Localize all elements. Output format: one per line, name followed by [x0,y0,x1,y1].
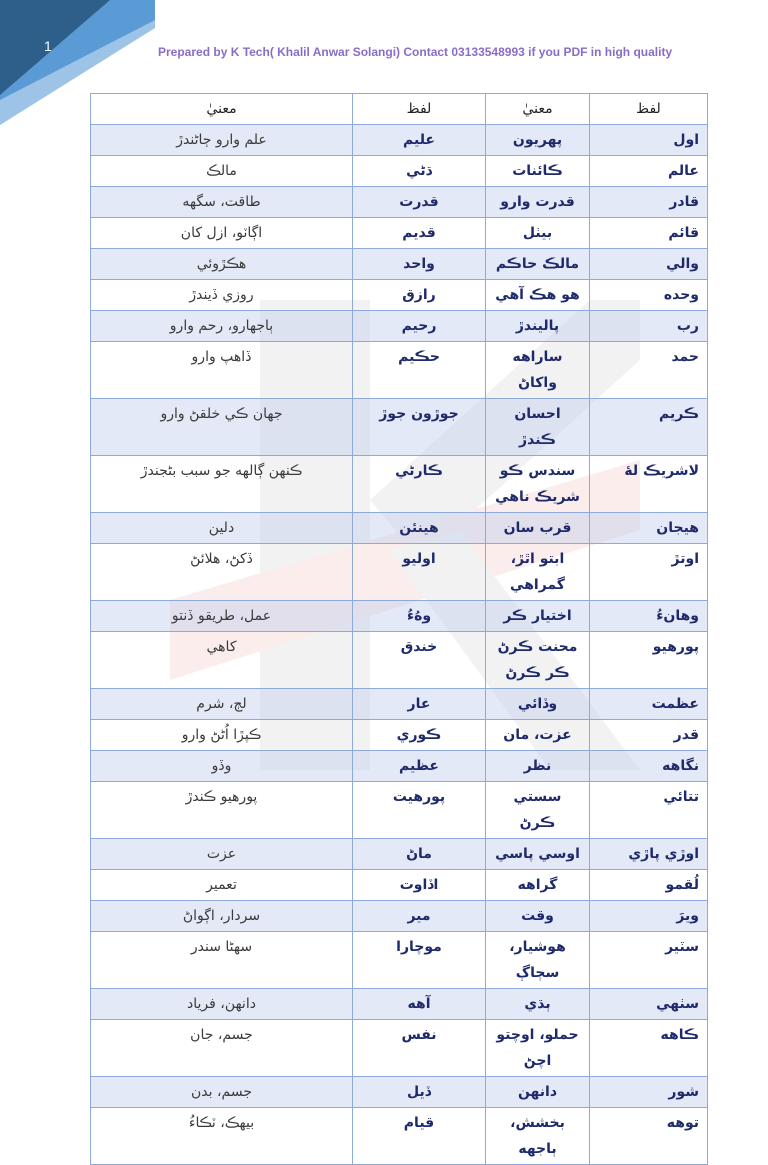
table-row [91,751,708,782]
word-cell: رازق [353,280,486,311]
header-meaning: معنيٰ [486,94,590,125]
table-row [91,218,708,249]
table-row [91,399,708,456]
meaning-cell: اوسي پاسي [486,839,590,870]
word-cell: حڪيم [353,342,486,399]
table-row [91,932,708,989]
table-row [91,513,708,544]
table-row [91,1077,708,1108]
table-row [91,632,708,689]
meaning-cell: هو هڪ آهي [486,280,590,311]
word-cell: ماڻ [353,839,486,870]
word-cell: عالم [590,156,708,187]
word-cell: ويرَ [590,901,708,932]
word-cell: مير [353,901,486,932]
table-body [91,125,708,1165]
word-cell: پورهيو [590,632,708,689]
word-cell: خندق [353,632,486,689]
word-cell: عار [353,689,486,720]
table-row [91,1020,708,1077]
word-cell: قديم [353,218,486,249]
header-word: لفظ [353,94,486,125]
table-row [91,989,708,1020]
meaning-cell: روزي ڏيندڙ [91,280,353,311]
meaning-cell: دانهن [486,1077,590,1108]
meaning-cell: لڄ، شرم [91,689,353,720]
meaning-cell: جهان ڪي خلقڻ وارو [91,399,353,456]
meaning-cell: عمل، طريقو ڏنتو [91,601,353,632]
meaning-cell: هوشيار، سڄاڳ [486,932,590,989]
table-row [91,901,708,932]
word-cell: وهانءُ [590,601,708,632]
word-cell: قدرت [353,187,486,218]
meaning-cell: وڏائي [486,689,590,720]
word-cell: لاشريڪ لهٔ [590,456,708,513]
word-cell: ڪاهه [590,1020,708,1077]
word-cell: رب [590,311,708,342]
meaning-cell: پورهيو ڪندڙ [91,782,353,839]
vocabulary-table [90,93,708,1165]
meaning-cell: اختيار ڪر [486,601,590,632]
word-cell: تتائي [590,782,708,839]
meaning-cell: دانهن، فرياد [91,989,353,1020]
word-cell: ڏيل [353,1077,486,1108]
meaning-cell: گراهه [486,870,590,901]
word-cell: وحده [590,280,708,311]
word-cell: عظمت [590,689,708,720]
header-credit: Prepared by K Tech( Khalil Anwar Solangi) Contact 03133548993 if you PDF in high quality [158,45,673,59]
meaning-cell: اڳاٽو، ازل کان [91,218,353,249]
meaning-cell: سستي ڪرڻ [486,782,590,839]
meaning-cell: مالڪ حاڪم [486,249,590,280]
table-row [91,342,708,399]
word-cell: ڪريم [590,399,708,456]
table-row [91,156,708,187]
table-row [91,456,708,513]
meaning-cell: پهريون [486,125,590,156]
meaning-cell: طاقت، سگهه [91,187,353,218]
meaning-cell: بخشش، ٻاجهه [486,1108,590,1165]
word-cell: اوتڙ [590,544,708,601]
word-cell: اوڙي پاڙي [590,839,708,870]
word-cell: قيام [353,1108,486,1165]
word-cell: واحد [353,249,486,280]
word-cell: ڪوري [353,720,486,751]
meaning-cell: عزت، مان [486,720,590,751]
word-cell: قدر [590,720,708,751]
table-row [91,544,708,601]
meaning-cell: سهڻا سندر [91,932,353,989]
meaning-cell: قرب سان [486,513,590,544]
meaning-cell: ابتو اٿڙ، گمراهي [486,544,590,601]
table-row [91,249,708,280]
meaning-cell: سندس ڪو شريڪ ناهي [486,456,590,513]
word-cell: والي [590,249,708,280]
meaning-cell: تعمير [91,870,353,901]
table-row [91,782,708,839]
meaning-cell: احسان ڪندڙ [486,399,590,456]
word-cell: قادر [590,187,708,218]
word-cell: اول [590,125,708,156]
meaning-cell: مالڪ [91,156,353,187]
word-cell: رحيم [353,311,486,342]
meaning-cell: سردار، اڳواڻ [91,901,353,932]
word-cell: پورهيت [353,782,486,839]
header-meaning: معنيٰ [91,94,353,125]
word-cell: نفس [353,1020,486,1077]
word-cell: اوليو [353,544,486,601]
word-cell: ڪارڻي [353,456,486,513]
meaning-cell: قدرت وارو [486,187,590,218]
word-cell: عظيم [353,751,486,782]
word-cell: آهه [353,989,486,1020]
meaning-cell: هڪڙوئي [91,249,353,280]
table-row [91,601,708,632]
table-row [91,311,708,342]
meaning-cell: علم وارو ڄاڻندڙ [91,125,353,156]
meaning-cell: جسم، جان [91,1020,353,1077]
meaning-cell: وقت [486,901,590,932]
table-row [91,280,708,311]
table-row [91,1108,708,1165]
table-row [91,720,708,751]
word-cell: لُقمو [590,870,708,901]
page-number: 1 [44,38,52,54]
word-cell: وهُءُ [353,601,486,632]
header-word: لفظ [590,94,708,125]
meaning-cell: کاهي [91,632,353,689]
word-cell: قائم [590,218,708,249]
word-cell: هيجان [590,513,708,544]
meaning-cell: ڪپڙا اُڻڻ وارو [91,720,353,751]
meaning-cell: بيهڪ، ٽڪاءُ [91,1108,353,1165]
word-cell: ڌڻي [353,156,486,187]
meaning-cell: عزت [91,839,353,870]
meaning-cell: جسم، بدن [91,1077,353,1108]
meaning-cell: ٻاجهارو، رحم وارو [91,311,353,342]
table-row [91,839,708,870]
meaning-cell: ساراهه واکاڻ [486,342,590,399]
meaning-cell: وڏو [91,751,353,782]
meaning-cell: ڏاهپ وارو [91,342,353,399]
table-row [91,689,708,720]
meaning-cell: ڪائنات [486,156,590,187]
word-cell: عليم [353,125,486,156]
meaning-cell: بيٺل [486,218,590,249]
meaning-cell: محنت ڪرڻ ڪر ڪرڻ [486,632,590,689]
word-cell: اڏاوت [353,870,486,901]
word-cell: سٺهي [590,989,708,1020]
meaning-cell: ڪنهن ڳالهه جو سبب بڻجندڙ [91,456,353,513]
meaning-cell: حملو، اوچتو اچڻ [486,1020,590,1077]
meaning-cell: ڏکڻ، هلائڻ [91,544,353,601]
word-cell: نگاهه [590,751,708,782]
word-cell: توهه [590,1108,708,1165]
word-cell: حمد [590,342,708,399]
word-cell: هينئن [353,513,486,544]
word-cell: جوڙون جوڙ [353,399,486,456]
word-cell: شور [590,1077,708,1108]
table-row [91,125,708,156]
word-cell: موچارا [353,932,486,989]
table-header-row [91,94,708,125]
meaning-cell: نظر [486,751,590,782]
table-row [91,870,708,901]
table-row [91,187,708,218]
meaning-cell: پاليندڙ [486,311,590,342]
word-cell: سٽير [590,932,708,989]
meaning-cell: دلين [91,513,353,544]
meaning-cell: ٻڌي [486,989,590,1020]
